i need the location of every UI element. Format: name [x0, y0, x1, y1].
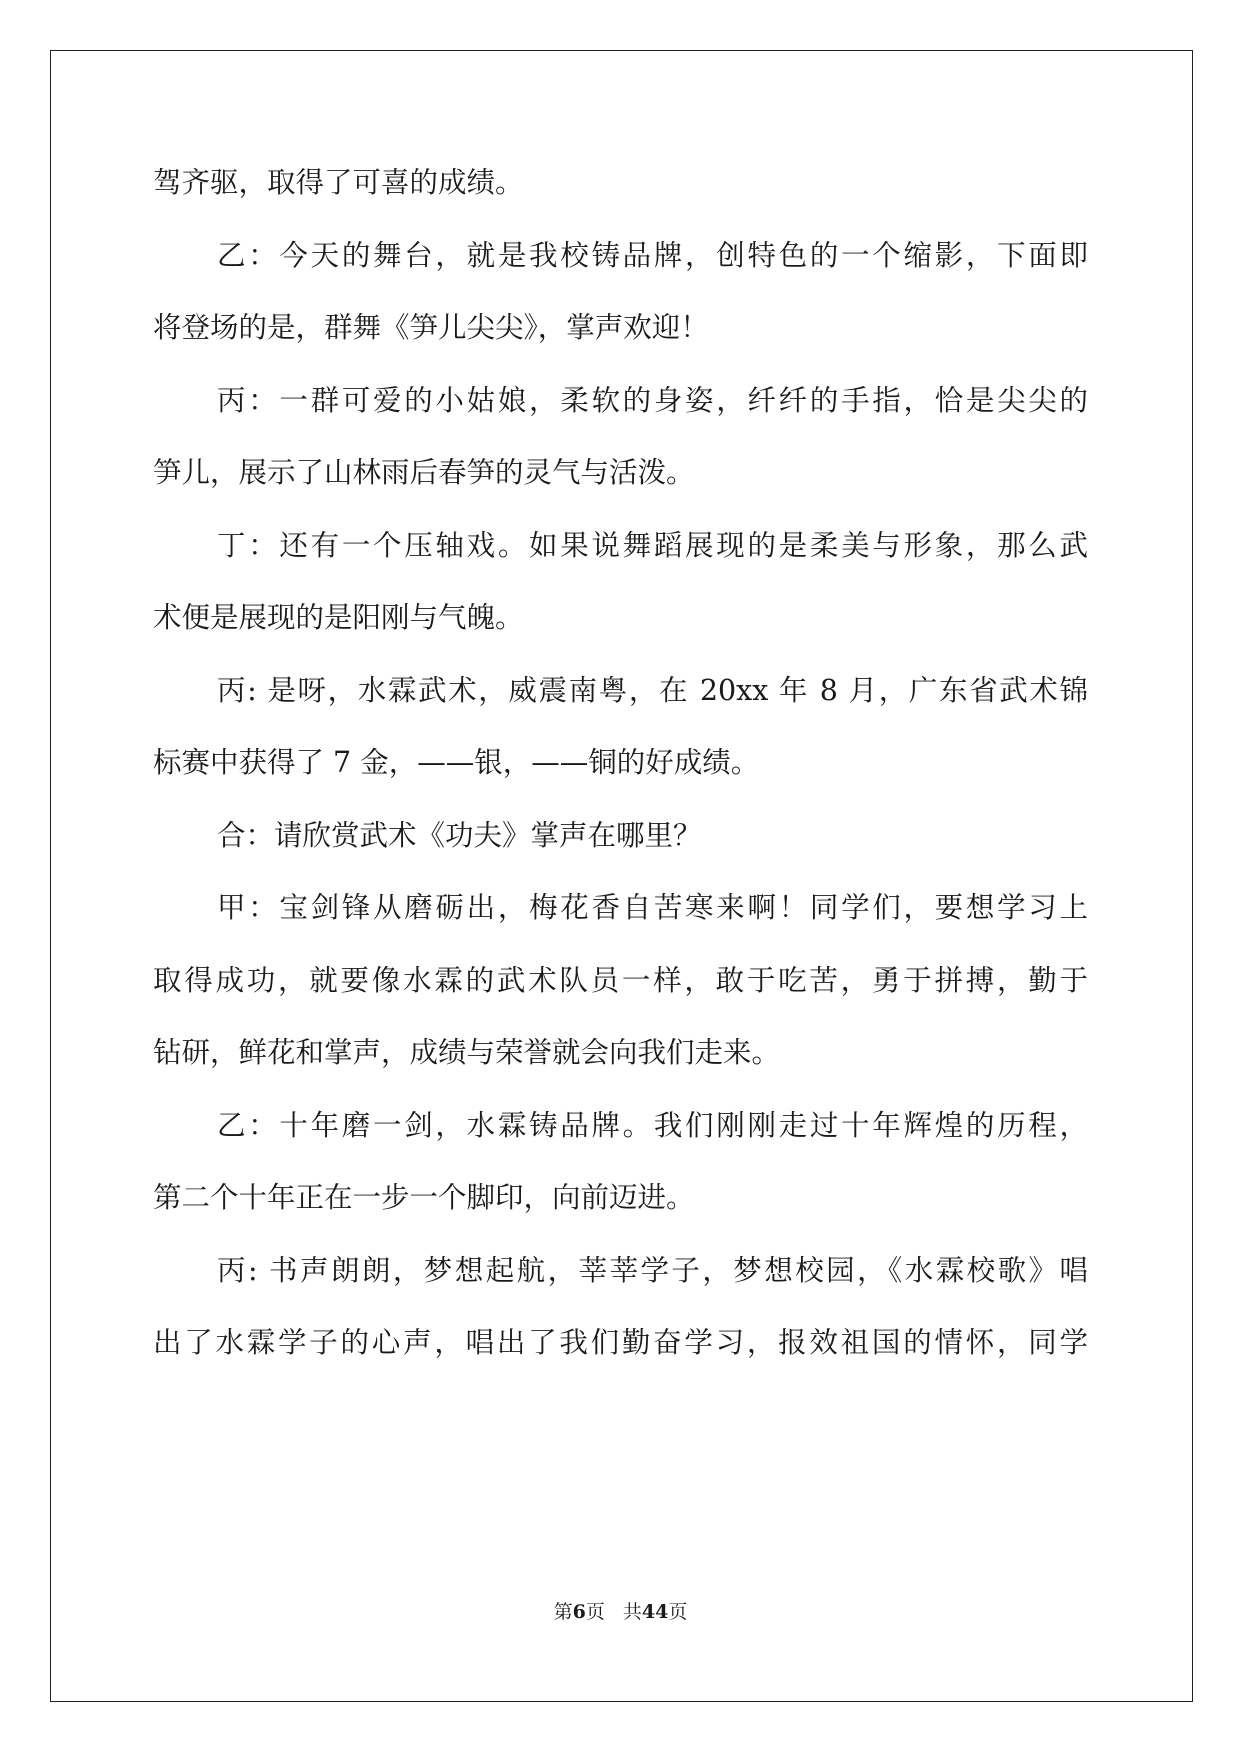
- text-line-17: 出了水霖学子的心声，唱出了我们勤奋学习，报效祖国的情怀，同学: [153, 1326, 1088, 1359]
- page-footer: [0, 1597, 1241, 1624]
- text-line-14: 乙：十年磨一剑，水霖铸品牌。我们刚刚走过十年辉煌的历程，: [217, 1109, 1088, 1142]
- footer-page-number: 6: [572, 1601, 586, 1623]
- text-line-8: 丙: 是呀，水霖武术，威震南粤，在 20xx 年 8 月，广东省武术锦: [217, 674, 1088, 707]
- text-line-5: 笋儿，展示了山林雨后春笋的灵气与活泼。: [153, 456, 695, 489]
- text-line-6: 丁：还有一个压轴戏。如果说舞蹈展现的是柔美与形象，那么武: [217, 529, 1088, 562]
- text-line-9: 标赛中获得了 7 金，——银，——铜的好成绩。: [153, 746, 760, 779]
- text-line-12: 取得成功，就要像水霖的武术队员一样，敢于吃苦，勇于拼搏，勤于: [153, 964, 1088, 997]
- footer-page-prefix: 第: [553, 1601, 573, 1623]
- text-line-11: 甲：宝剑锋从磨砺出，梅花香自苦寒来啊！同学们，要想学习上: [217, 891, 1088, 924]
- footer-total-prefix: 共: [622, 1601, 642, 1623]
- text-line-1: 驾齐驱，取得了可喜的成绩。: [153, 166, 524, 199]
- text-line-13: 钻研，鲜花和掌声，成绩与荣誉就会向我们走来。: [153, 1036, 781, 1069]
- footer-total-pages: 44: [641, 1601, 669, 1623]
- page-border: [50, 50, 1193, 1702]
- text-line-4: 丙：一群可爱的小姑娘，柔软的身姿，纤纤的手指，恰是尖尖的: [217, 384, 1088, 417]
- text-line-3: 将登场的是，群舞《笋儿尖尖》，掌声欢迎！: [153, 311, 709, 344]
- text-line-10: 合：请欣赏武术《功夫》掌声在哪里？: [217, 819, 702, 852]
- footer-page-suffix: 页: [585, 1601, 605, 1623]
- text-line-2: 乙：今天的舞台，就是我校铸品牌，创特色的一个缩影，下面即: [217, 239, 1088, 272]
- footer-total-suffix: 页: [668, 1601, 688, 1623]
- text-line-7: 术便是展现的是阳刚与气魄。: [153, 601, 524, 634]
- text-line-16: 丙: 书声朗朗，梦想起航，莘莘学子，梦想校园，《水霖校歌》唱: [217, 1254, 1088, 1287]
- text-line-15: 第二个十年正在一步一个脚印，向前迈进。: [153, 1181, 695, 1214]
